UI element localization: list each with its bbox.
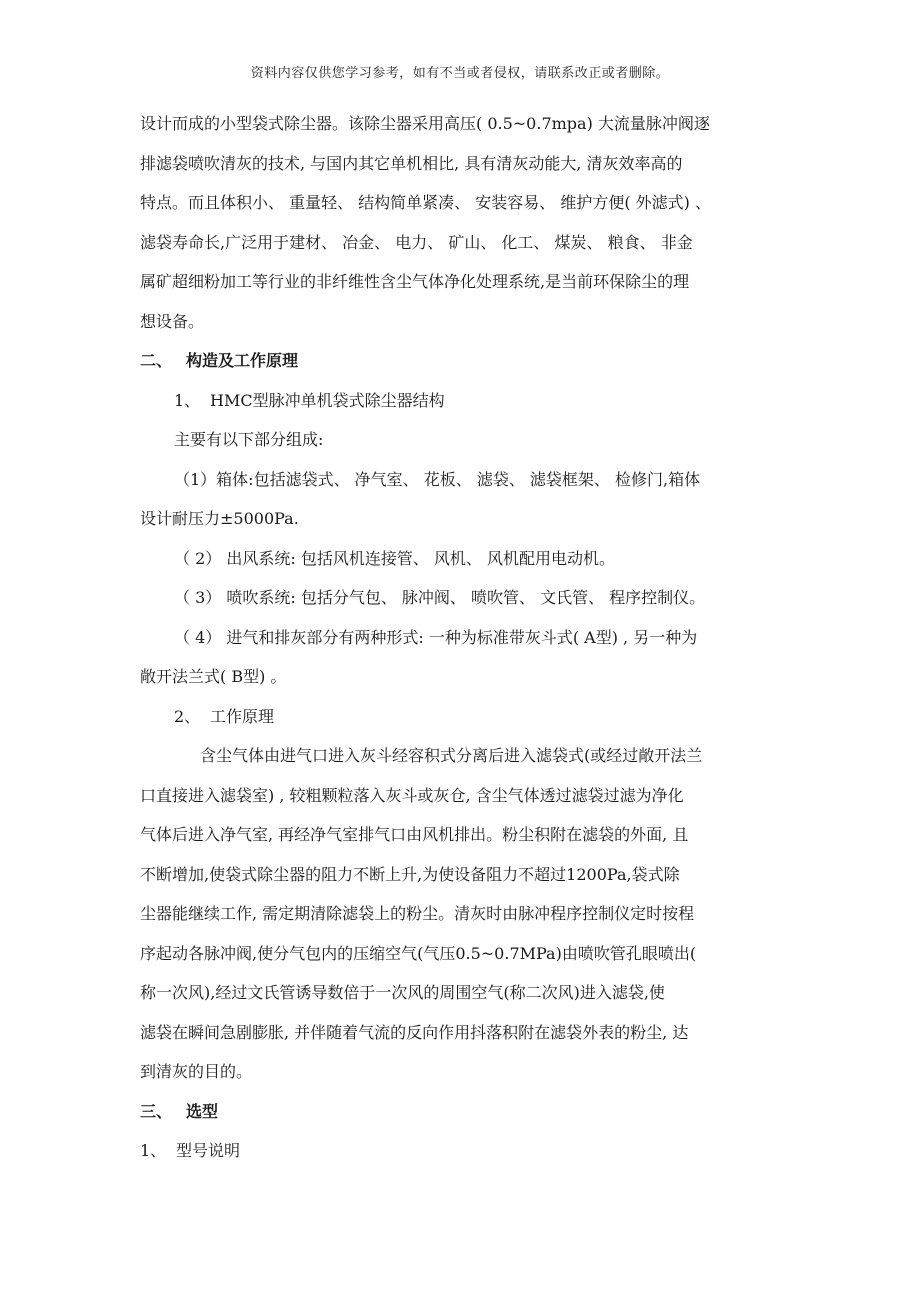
text-line: 到清灰的目的。 bbox=[140, 1062, 253, 1081]
text-line: （1）箱体:包括滤袋式、 净气室、 花板、 滤袋、 滤袋框架、 检修门,箱体 bbox=[174, 469, 701, 489]
section-number: 三、 bbox=[140, 1101, 173, 1121]
subsection-number: 1、 bbox=[174, 390, 201, 410]
text-line: 属矿超细粉加工等行业的非纤维性含尘气体净化处理系统,是当前环保除尘的理 bbox=[140, 272, 690, 291]
component-item bbox=[140, 539, 820, 579]
text-line: （ 3） 喷吹系统: 包括分气包、 脉冲阀、 喷吹管、 文氏管、 程序控制仪。 bbox=[174, 588, 706, 607]
subsection-title: 型号说明 bbox=[176, 1141, 241, 1160]
text-line: 不断增加,使袋式除尘器的阻力不断上升,为使设备阻力不超过1200Pa,袋式除 bbox=[140, 864, 680, 884]
principle-paragraph bbox=[140, 736, 820, 1092]
text-line: 滤袋寿命长,广泛用于建材、 冶金、 电力、 矿山、 化工、 煤炭、 粮食、 非金 bbox=[140, 232, 693, 252]
text-line: 敞开法兰式( B型) 。 bbox=[140, 667, 287, 686]
text-line: 排滤袋喷吹清灰的技术, 与国内其它单机相比, 具有清灰动能大, 清灰效率高的 bbox=[140, 153, 683, 173]
subsection-title: HMC型脉冲单机袋式除尘器结构 bbox=[210, 390, 445, 410]
section-heading-structure bbox=[140, 341, 820, 381]
text-line: 气体后进入净气室, 再经净气室排气口由风机排出。粉尘积附在滤袋的外面, 且 bbox=[140, 825, 689, 844]
text-line: 尘器能继续工作, 需定期清除滤袋上的粉尘。清灰时由脉冲程序控制仪定时按程 bbox=[140, 904, 695, 923]
subsection-number: 1、 bbox=[140, 1141, 167, 1160]
document-body bbox=[140, 104, 820, 1171]
text-line: 特点。而且体积小、 重量轻、 结构简单紧凑、 安装容易、 维护方便( 外滤式) 、 bbox=[140, 193, 712, 212]
component-item bbox=[140, 460, 820, 539]
section-title: 构造及工作原理 bbox=[186, 351, 299, 370]
subsection-number: 2、 bbox=[174, 706, 201, 726]
components-intro: 主要有以下部分组成: bbox=[174, 430, 324, 449]
text-line: 序起动各脉冲阀,使分气包内的压缩空气(气压0.5~0.7MPa)由喷吹管孔眼喷出( bbox=[140, 943, 697, 963]
text-line: （ 2） 出风系统: 包括风机连接管、 风机、 风机配用电动机。 bbox=[174, 548, 616, 568]
subsection-heading-structure bbox=[140, 381, 820, 421]
subsection-title: 工作原理 bbox=[210, 706, 275, 726]
subsection-heading-model bbox=[140, 1131, 820, 1171]
component-item bbox=[140, 578, 820, 618]
text-line: 称一次风),经过文氏管诱导数倍于一次风的周围空气(称二次风)进入滤袋,使 bbox=[140, 983, 665, 1002]
text-line: 滤袋在瞬间急剧膨胀, 并伴随着气流的反向作用抖落积附在滤袋外表的粉尘, 达 bbox=[140, 1022, 689, 1042]
text-line: 设计耐压力±5000Pa. bbox=[140, 509, 299, 528]
text-line: （ 4） 进气和排灰部分有两种形式: 一种为标准带灰斗式( A型) , 另一种为 bbox=[174, 627, 698, 647]
section-number: 二、 bbox=[140, 351, 173, 370]
text-line: 口直接进入滤袋室) , 较粗颗粒落入灰斗或灰仓, 含尘气体透过滤袋过滤为净化 bbox=[140, 785, 684, 805]
intro-paragraph bbox=[140, 104, 820, 341]
section-title: 选型 bbox=[186, 1101, 219, 1121]
text-line: 想设备。 bbox=[140, 311, 205, 331]
section-heading-selection bbox=[140, 1092, 820, 1132]
header-notice: 资料内容仅供您学习参考，如有不当或者侵权，请联系改正或者删除。 bbox=[250, 66, 670, 81]
component-item bbox=[140, 618, 820, 697]
text-line: 设计而成的小型袋式除尘器。该除尘器采用高压( 0.5~0.7mpa) 大流量脉冲阀逐 bbox=[140, 114, 710, 133]
subsection-heading-principle bbox=[140, 697, 820, 737]
text-line: 含尘气体由进气口进入灰斗经容积式分离后进入滤袋式(或经过敞开法兰 bbox=[200, 746, 703, 765]
